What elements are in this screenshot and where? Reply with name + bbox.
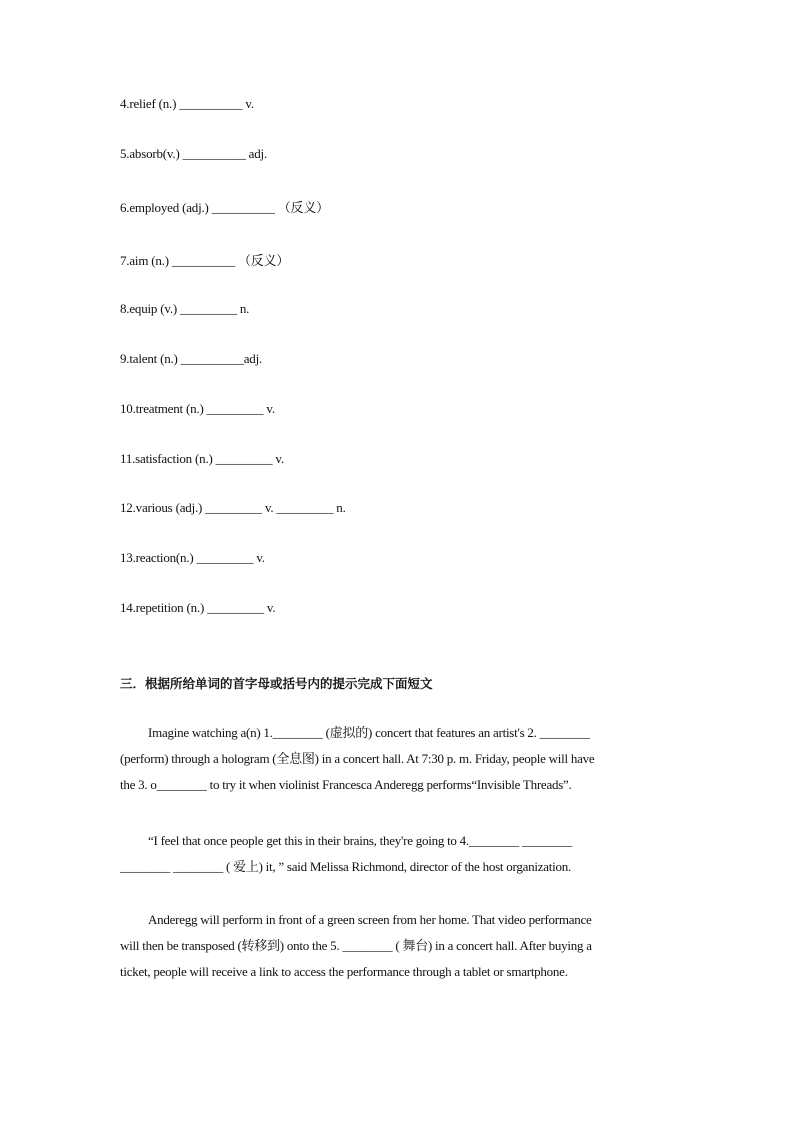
passage-line: (perform) through a hologram (全息图) in a concert hall. At 7:30 p. m. Friday, people will have xyxy=(120,751,595,766)
passage-paragraph-3 xyxy=(120,907,660,985)
vocab-item-11: 11.satisfaction (n.) _________ v. xyxy=(120,451,284,466)
vocab-item-4: 4.relief (n.) __________ v. xyxy=(120,96,254,111)
vocab-item-8: 8.equip (v.) _________ n. xyxy=(120,301,250,316)
passage-line: the 3. o________ to try it when violinist Francesca Anderegg performs“Invisible Threads”. xyxy=(120,777,572,792)
passage-paragraph-2 xyxy=(120,828,660,880)
section-heading: 三．根据所给单词的首字母或括号内的提示完成下面短文 xyxy=(120,676,433,691)
vocab-item-10: 10.treatment (n.) _________ v. xyxy=(120,401,275,416)
vocab-item-7: 7.aim (n.) __________ （反义） xyxy=(120,253,290,268)
passage-line: ________ ________ ( 爱上) it, ” said Melissa Richmond, director of the host organization. xyxy=(120,859,571,874)
vocab-item-9: 9.talent (n.) __________adj. xyxy=(120,351,263,366)
passage-line: “I feel that once people get this in their brains, they're going to 4.________ ________ xyxy=(148,833,572,848)
vocab-item-14: 14.repetition (n.) _________ v. xyxy=(120,600,276,615)
passage-line: ticket, people will receive a link to access the performance through a tablet or smartphone. xyxy=(120,964,568,979)
passage-line: Anderegg will perform in front of a green screen from her home. That video performance xyxy=(148,912,592,927)
passage-paragraph-1 xyxy=(120,720,660,798)
vocab-item-13: 13.reaction(n.) _________ v. xyxy=(120,550,265,565)
vocab-item-5: 5.absorb(v.) __________ adj. xyxy=(120,146,268,161)
vocab-item-12: 12.various (adj.) _________ v. _________ n. xyxy=(120,500,346,515)
vocab-item-6: 6.employed (adj.) __________ （反义） xyxy=(120,200,329,215)
passage-line: will then be transposed (转移到) onto the 5. ________ ( 舞台) in a concert hall. After buying a xyxy=(120,938,592,953)
passage-line: Imagine watching a(n) 1.________ (虚拟的) concert that features an artist's 2. ________ xyxy=(148,725,590,740)
